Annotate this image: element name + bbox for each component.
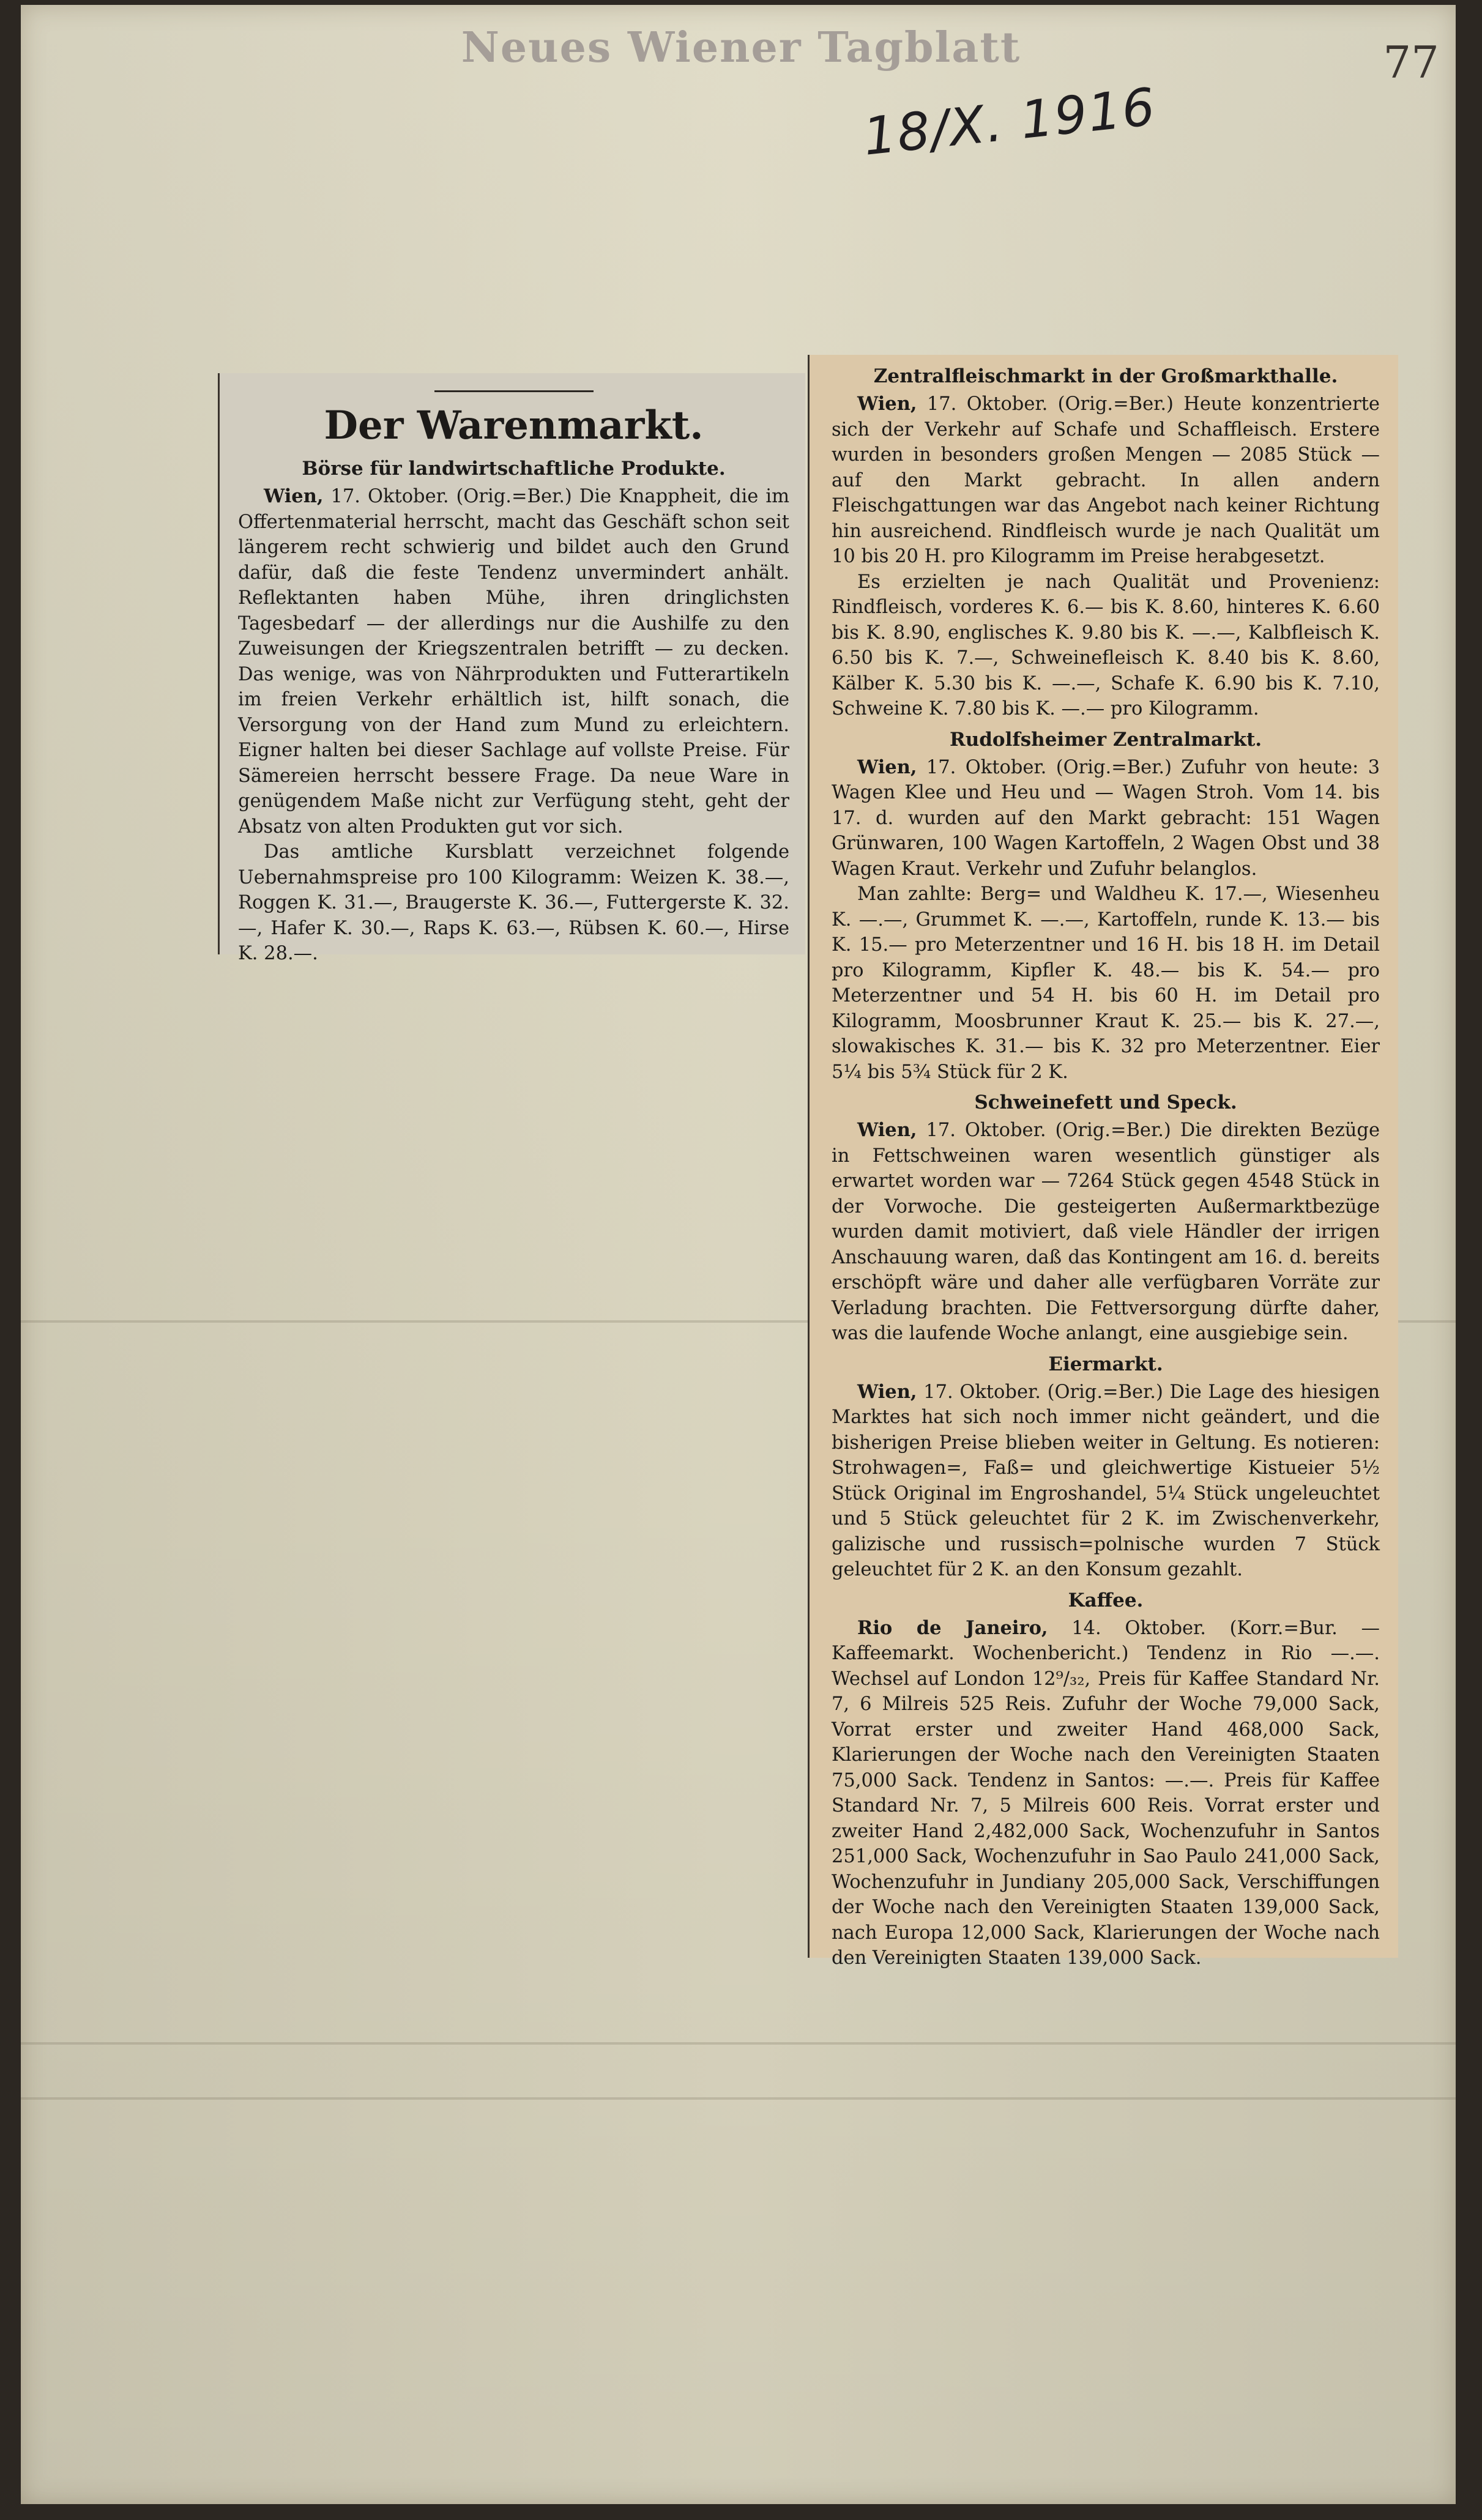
dateline-place: Wien, xyxy=(857,1119,917,1141)
section-heading: Schweinefett und Speck. xyxy=(974,1091,1237,1113)
paragraph: Man zahlte: Berg= und Waldheu K. 17.—, Wiesenheu K. —.—, Grummet K. —.—, Kartoffeln, runde K. 13.— bis K. 15.— pro Meterzentner und 16 H. bis 18 H. im Detail pro Kilogramm, Kipfler K. 48.— bis K. 54.— pro Meterzentner und 54 H. bis 60 H. im Detail pro Kilogramm, Moosbrunner Kraut K. 25.— bis K. 27.—, slowakisches K. 31.— bis K. 32 pro Meterzentner. Eier 5¼ bis 5¾ Stück für 2 K. xyxy=(832,883,1380,1083)
dateline-place: Rio de Janeiro, xyxy=(857,1616,1048,1639)
divider xyxy=(434,390,594,392)
paragraph xyxy=(832,1380,1380,1583)
paragraph: Es erzielten je nach Qualität und Provenienz: Rindfleisch, vorderes K. 6.— bis K. 8.60, hinteres K. 6.60 bis K. 8.90, englisches K. 9.80 bis K. —.—, Kalbfleisch K. 6.50 bis K. 7.—, Schweinefleisch K. 8.40 bis K. 8.60, Kälber K. 5.30 bis K. —.—, Schafe K. 6.90 bis K. 7.10, Schweine K. 7.80 bis K. —.— pro Kilogramm. xyxy=(832,571,1380,719)
paragraph xyxy=(832,1118,1380,1347)
paragraph-text: 17. Oktober. (Orig.=Ber.) Die direkten Bezüge in Fettschweinen waren wesentlich günstiger als erwartet worden war — 7264 Stück gegen 4548 Stück in der Vorwoche. Die gesteigerten Außermarktbezüge wurden damit motiviert, daß viele Händler der irrigen Anschauung waren, daß das Kontingent am 16. d. bereits erschöpft wäre und daher alle verfügbaren Vorräte zur Verladung brachten. Die Fettversorgung dürfte daher, was die laufende Woche anlangt, eine ausgiebige sein. xyxy=(832,1120,1380,1344)
dateline-place: Wien, xyxy=(264,485,324,507)
section-heading: Zentralfleischmarkt in der Großmarkthalle. xyxy=(873,365,1338,387)
section-heading: Eiermarkt. xyxy=(1048,1353,1163,1375)
paragraph xyxy=(238,484,789,839)
clipping-warenmarkt xyxy=(218,373,805,964)
page-number: 77 xyxy=(1383,37,1439,88)
paragraph-text: 17. Oktober. (Orig.=Ber.) Heute konzentrierte sich der Verkehr auf Schafe und Schaffleisch. Erstere wurden in besonders großen Mengen — 2085 Stück — auf den Markt gebracht. In allen andern Fleischgattungen war das Angebot nach keiner Richtung hin ausreichend. Rindfleisch wurde je nach Qualität um 10 bis 20 H. pro Kilogramm im Preise herabgesetzt. xyxy=(832,393,1380,567)
dateline-place: Wien, xyxy=(857,393,917,415)
clipping-markets xyxy=(808,355,1398,1969)
paragraph-text: 14. Oktober. (Korr.=Bur. — Kaffeemarkt. Wochenbericht.) Tendenz in Rio —.—. Wechsel auf London 12⁹/₃₂, Preis für Kaffee Standard Nr. 7, 6 Milreis 525 Reis. Zufuhr der Woche 79,000 Sack, Vorrat erster und zweiter Hand 468,000 Sack, Klarierungen der Woche nach den Vereinigten Staaten 75,000 Sack. Tendenz in Santos: —.—. Preis für Kaffee Standard Nr. 7, 5 Milreis 600 Reis. Vorrat erster und zweiter Hand 2,482,000 Sack, Wochenzufuhr in Santos 251,000 Sack, Wochenzufuhr in Sao Paulo 241,000 Sack, Wochenzufuhr in Jundiany 205,000 Sack, Verschiffungen der Woche nach den Vereinigten Staaten 139,000 Sack, nach Europa 12,000 Sack, Klarierungen der Woche nach den Vereinigten Staaten 139,000 Sack. xyxy=(832,1617,1380,1969)
paragraph-text: 17. Oktober. (Orig.=Ber.) Zufuhr von heute: 3 Wagen Klee und Heu und — Wagen Stroh. Vom 14. bis 17. d. wurden auf den Markt gebracht: 151 Wagen Grünwaren, 100 Wagen Kartoffeln, 2 Wagen Obst und 38 Wagen Kraut. Verkehr und Zufuhr belanglos. xyxy=(832,756,1380,880)
paragraph xyxy=(832,755,1380,882)
dateline-place: Wien, xyxy=(857,756,917,778)
paragraph xyxy=(832,392,1380,570)
dateline-place: Wien, xyxy=(857,1380,917,1403)
paragraph-text: 17. Oktober. (Orig.=Ber.) Die Knappheit, die im Offertenmaterial herrscht, macht das Geschäft schon seit längerem recht schwierig und bildet auch den Grund dafür, daß die feste Tendenz unvermindert anhält. Reflektanten haben Mühe, ihren dringlichsten Tagesbedarf — der allerdings nur die Aushilfe zu den Zuweisungen der Kriegszentralen betrifft — zu decken. Das wenige, was von Nährprodukten und Futterartikeln im freien Verkehr erhältlich ist, hilft sonach, die Versorgung von der Hand zum Mund zu erleichtern. Eigner halten bei dieser Sachlage auf vollste Preise. Für Sämereien herrscht bessere Frage. Da neue Ware in genügendem Maße nicht zur Verfügung steht, geht der Absatz von alten Produkten gut vor sich. xyxy=(238,486,789,838)
section-heading: Börse für landwirtschaftliche Produkte. xyxy=(302,458,726,480)
paper-fold xyxy=(21,2097,1456,2100)
handwritten-date: 18/X. 1916 xyxy=(860,76,1159,167)
section-heading: Rudolfsheimer Zentralmarkt. xyxy=(949,728,1262,751)
paper-fold xyxy=(21,2042,1456,2045)
article-title: Der Warenmarkt. xyxy=(324,403,704,448)
masthead-stamp: Neues Wiener Tagblatt xyxy=(461,23,1021,72)
paragraph-text: 17. Oktober. (Orig.=Ber.) Die Lage des hiesigen Marktes hat sich noch immer nicht geändert, und die bisherigen Preise blieben weiter in Geltung. Es notieren: Strohwagen=, Faß= und gleichwertige Kistueier 5½ Stück Original im Engroshandel, 5¼ Stück ungeleuchtet und 5 Stück geleuchtet für 2 K. im Zwischenverkehr, galizische und russisch=polnische wurden 7 Stück geleuchtet für 2 K. an den Konsum gezahlt. xyxy=(832,1381,1380,1580)
paragraph xyxy=(832,1616,1380,1971)
paragraph: Das amtliche Kursblatt verzeichnet folgende Uebernahmspreise pro 100 Kilogramm: Weizen K. 38.—, Roggen K. 31.—, Braugerste K. 36.—, Futtergerste K. 32.—, Hafer K. 30.—, Raps K. 63.—, Rübsen K. 60.—, Hirse K. 28.—. xyxy=(238,841,789,964)
section-heading: Kaffee. xyxy=(1068,1589,1144,1611)
